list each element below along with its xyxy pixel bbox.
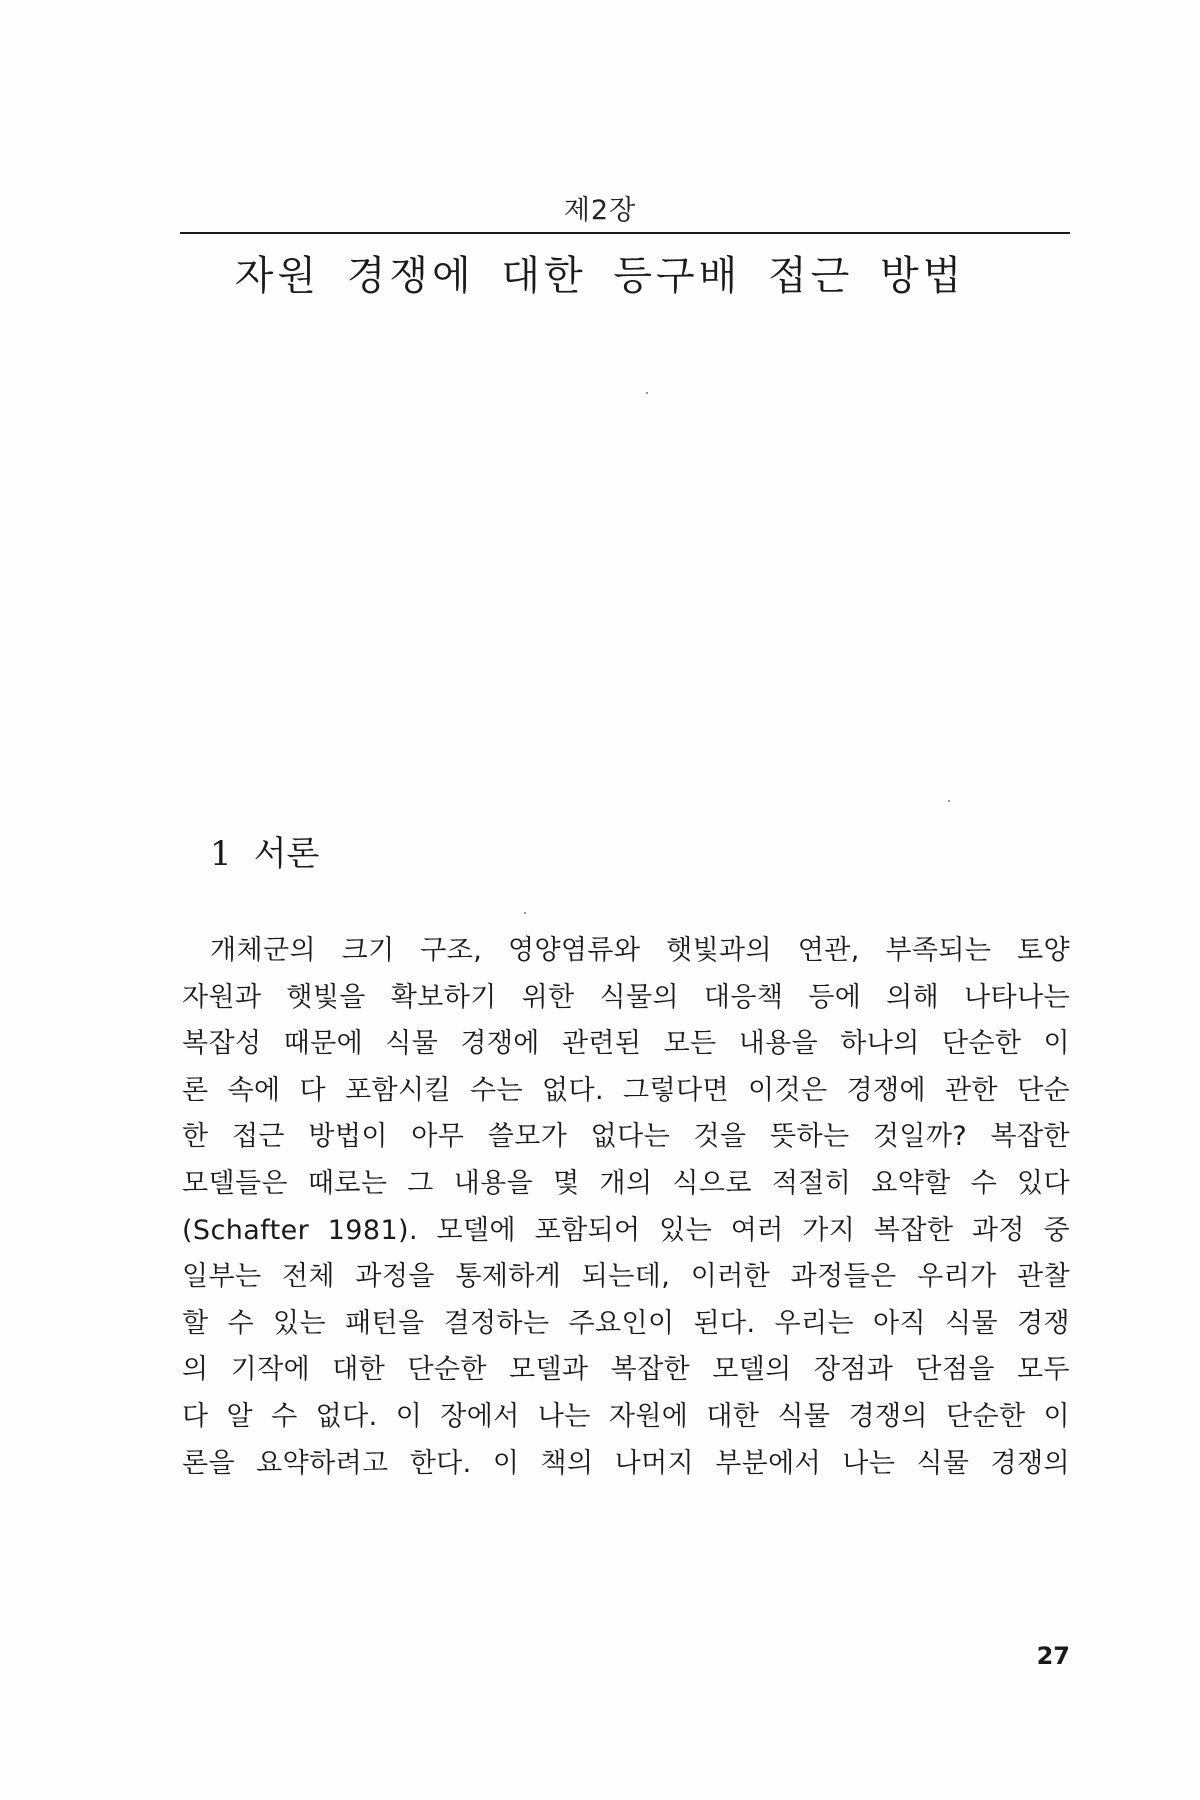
body-line: 론을 요약하려고 한다. 이 책의 나머지 부분에서 나는 식물 경쟁의 [182,1447,1070,1479]
body-line: 복잡성 때문에 식물 경쟁에 관련된 모든 내용을 하나의 단순한 이 [182,1028,1070,1060]
body-line: 일부는 전체 과정을 통제하게 되는데, 이러한 과정들은 우리가 관찰 [182,1261,1070,1293]
body-line: 모델들은 때로는 그 내용을 몇 개의 식으로 적절히 요약할 수 있다 [182,1167,1070,1199]
section-title: 서론 [253,834,320,874]
chapter-rule [180,232,1070,234]
section-number: 1 [210,834,232,874]
body-line: 다 알 수 없다. 이 장에서 나는 자원에 대한 식물 경쟁의 단순한 이 [182,1400,1070,1432]
body-line: 자원과 햇빛을 확보하기 위한 식물의 대응책 등에 의해 나타나는 [182,981,1070,1013]
page-number: 27 [1036,1642,1070,1670]
scan-speck [646,392,648,394]
scan-speck [524,912,526,914]
body-paragraph [182,928,1070,1487]
body-line: 한 접근 방법이 아무 쓸모가 없다는 것을 뜻하는 것일까? 복잡한 [182,1121,1070,1153]
chapter-title: 자원 경쟁에 대한 등구배 접근 방법 [234,253,966,299]
body-line: 론 속에 다 포함시킬 수는 없다. 그렇다면 이것은 경쟁에 관한 단순 [182,1074,1070,1106]
chapter-label: 제2장 [563,195,637,226]
body-line: 할 수 있는 패턴을 결정하는 주요인이 된다. 우리는 아직 식물 경쟁 [182,1307,1070,1339]
body-line: (Schafter 1981). 모델에 포함되어 있는 여러 가지 복잡한 과정 중 [182,1214,1070,1246]
section-heading [210,826,319,875]
body-line: 개체군의 크기 구조, 영양염류와 햇빛과의 연관, 부족되는 토양 [210,935,1070,966]
scan-speck [948,800,950,802]
body-line: 의 기작에 대한 단순한 모델과 복잡한 모델의 장점과 단점을 모두 [182,1354,1070,1386]
